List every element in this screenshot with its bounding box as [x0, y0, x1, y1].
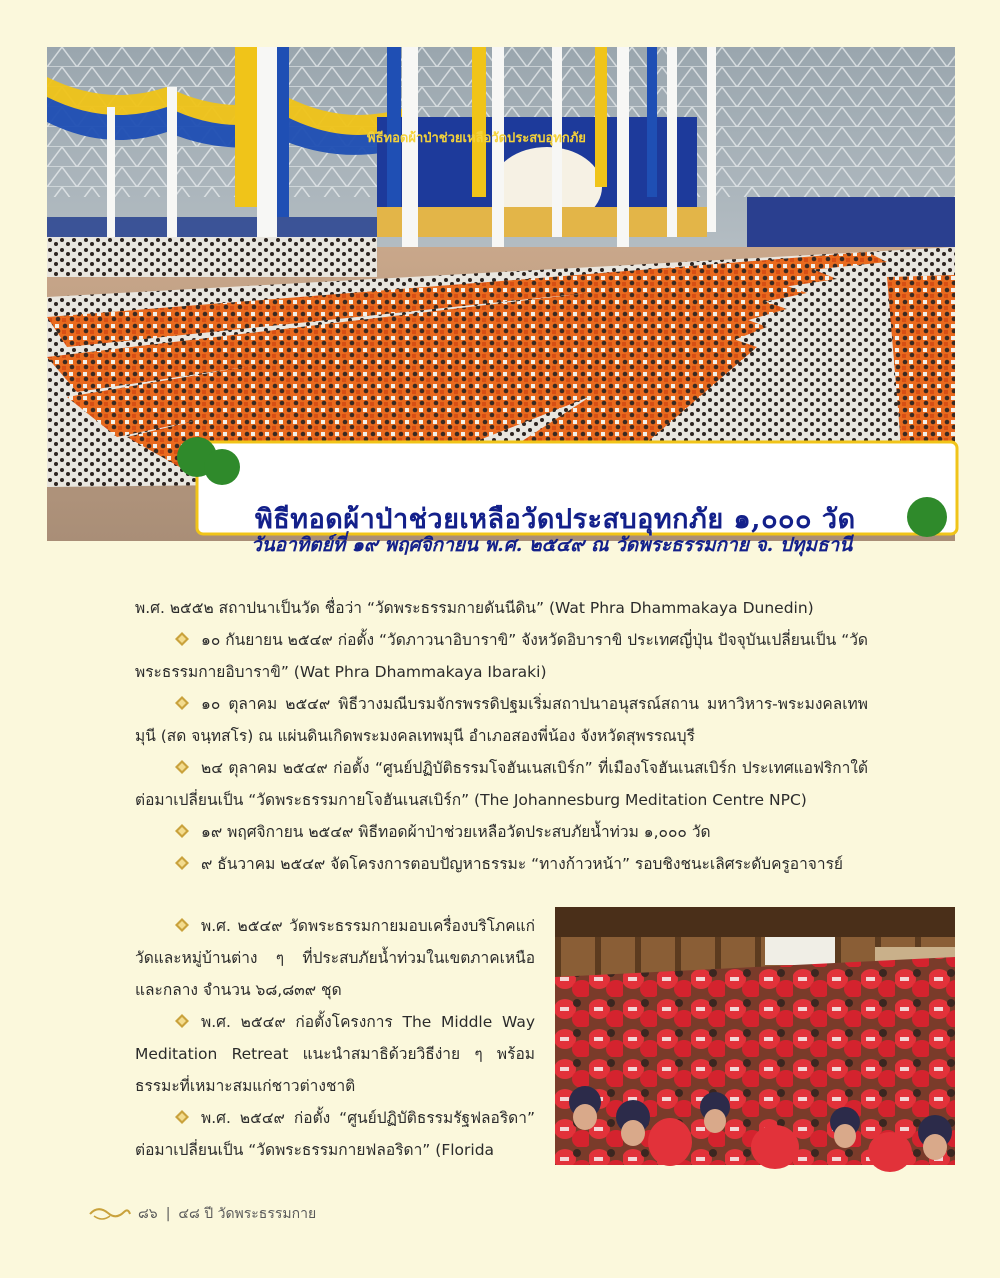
page-footer — [88, 1203, 316, 1225]
timeline-entry — [135, 1102, 535, 1166]
diamond-bullet-icon — [175, 632, 189, 646]
diamond-bullet-icon — [175, 696, 189, 710]
page-number: ๘๖ — [138, 1206, 158, 1222]
timeline-entry — [135, 1006, 535, 1102]
timeline-entry — [135, 910, 535, 1006]
timeline-entry-text: พ.ศ. ๒๕๔๙ ก่อตั้งโครงการ The Middle Way Meditation Retreat แนะนำสมาธิด้วยวิธีง่าย ๆ พร้อมธรรมะที่เหมาะสมแก่ชาวต่างชาติ — [135, 1013, 535, 1095]
narrow-column-text — [135, 910, 535, 1166]
timeline-entry — [135, 816, 868, 848]
timeline-entry — [135, 752, 868, 816]
diamond-bullet-icon — [175, 1110, 189, 1124]
timeline-entry-text: ๒๔ ตุลาคม ๒๕๔๙ ก่อตั้ง “ศูนย์ปฏิบัติธรรมโจฮันเนสเบิร์ก” ที่เมืองโจฮันเนสเบิร์ก ประเทศแอฟริกาใต้ ต่อมาเปลี่ยนเป็น “วัดพระธรรมกายโจฮันเนสเบิร์ก” (The Johannesburg Meditation Centre NPC) — [135, 759, 868, 809]
diamond-bullet-icon — [175, 760, 189, 774]
ceremony-photo — [47, 47, 955, 556]
timeline-entry-text: ๑๐ กันยายน ๒๕๔๙ ก่อตั้ง “วัดภาวนาอิบาราขิ” จังหวัดอิบาราขิ ประเทศญี่ปุ่น ปัจจุบันเปลี่ยนเป็น “วัดพระธรรมกายอิบาราขิ” (Wat Phra Dhammakaya Ibaraki) — [135, 631, 868, 681]
timeline-entry — [135, 848, 868, 880]
book-title: ๔๘ ปี วัดพระธรรมกาย — [178, 1206, 317, 1222]
diamond-bullet-icon — [175, 1014, 189, 1028]
timeline-entry-text: ๑๙ พฤศจิกายน ๒๕๔๙ พิธีทอดผ้าป่าช่วยเหลือวัดประสบภัยน้ำท่วม ๑,๐๐๐ วัด — [201, 823, 711, 841]
diamond-bullet-icon — [175, 824, 189, 838]
timeline-entry — [135, 688, 868, 752]
main-text — [135, 592, 868, 880]
hall-sign-text: พิธีทอดผ้าป่าช่วยเหลือวัดประสบอุทกภัย — [367, 131, 586, 146]
timeline-entry-text: ๙ ธันวาคม ๒๕๔๙ จัดโครงการตอบปัญหาธรรมะ “ทางก้าวหน้า” รอบชิงชนะเลิศระดับครูอาจารย์ — [201, 855, 844, 873]
ceremony-photo-illustration — [47, 47, 955, 541]
timeline-entry — [135, 624, 868, 688]
timeline-entry-text: พ.ศ. ๒๕๔๙ ก่อตั้ง “ศูนย์ปฏิบัติธรรมรัฐฟลอริดา” ต่อมาเปลี่ยนเป็น “วัดพระธรรมกายฟลอริดา” (Florida — [135, 1109, 535, 1159]
swirl-ornament-icon — [88, 1204, 132, 1224]
relief-distribution-photo — [555, 907, 955, 1165]
paragraph-continuation: พ.ศ. ๒๕๕๒ สถาปนาเป็นวัด ชื่อว่า “วัดพระธรรมกายดันนีดิน” (Wat Phra Dhammakaya Dunedin) — [135, 599, 814, 617]
relief-distribution-illustration — [555, 907, 955, 1165]
banner-subtitle: วันอาทิตย์ที่ ๑๙ พฤศจิกายน พ.ศ. ๒๕๔๙ ณ วัดพระธรรมกาย จ. ปทุมธานี — [251, 534, 853, 556]
diamond-bullet-icon — [175, 918, 189, 932]
footer-separator: | — [165, 1206, 171, 1222]
timeline-entry-text: ๑๐ ตุลาคม ๒๕๔๙ พิธีวางมณีบรมจักรพรรดิปฐมเริ่มสถาปนาอนุสรณ์สถาน มหาวิหาร-พระมงคลเทพมุนี (สด จนฺทสโร) ณ แผ่นดินเกิดพระมงคลเทพมุนี อำเภอสองพี่น้อง จังหวัดสุพรรณบุรี — [135, 695, 868, 745]
diamond-bullet-icon — [175, 856, 189, 870]
banner-title: พิธีทอดผ้าป่าช่วยเหลือวัดประสบอุทกภัย ๑,๐๐๐ วัด — [255, 504, 856, 535]
timeline-entry-text: พ.ศ. ๒๕๔๙ วัดพระธรรมกายมอบเครื่องบริโภคแก่วัดและหมู่บ้านต่าง ๆ ที่ประสบภัยน้ำท่วมในเขตภาคเหนือ และกลาง จำนวน ๖๘,๘๓๙ ชุด — [135, 917, 535, 999]
